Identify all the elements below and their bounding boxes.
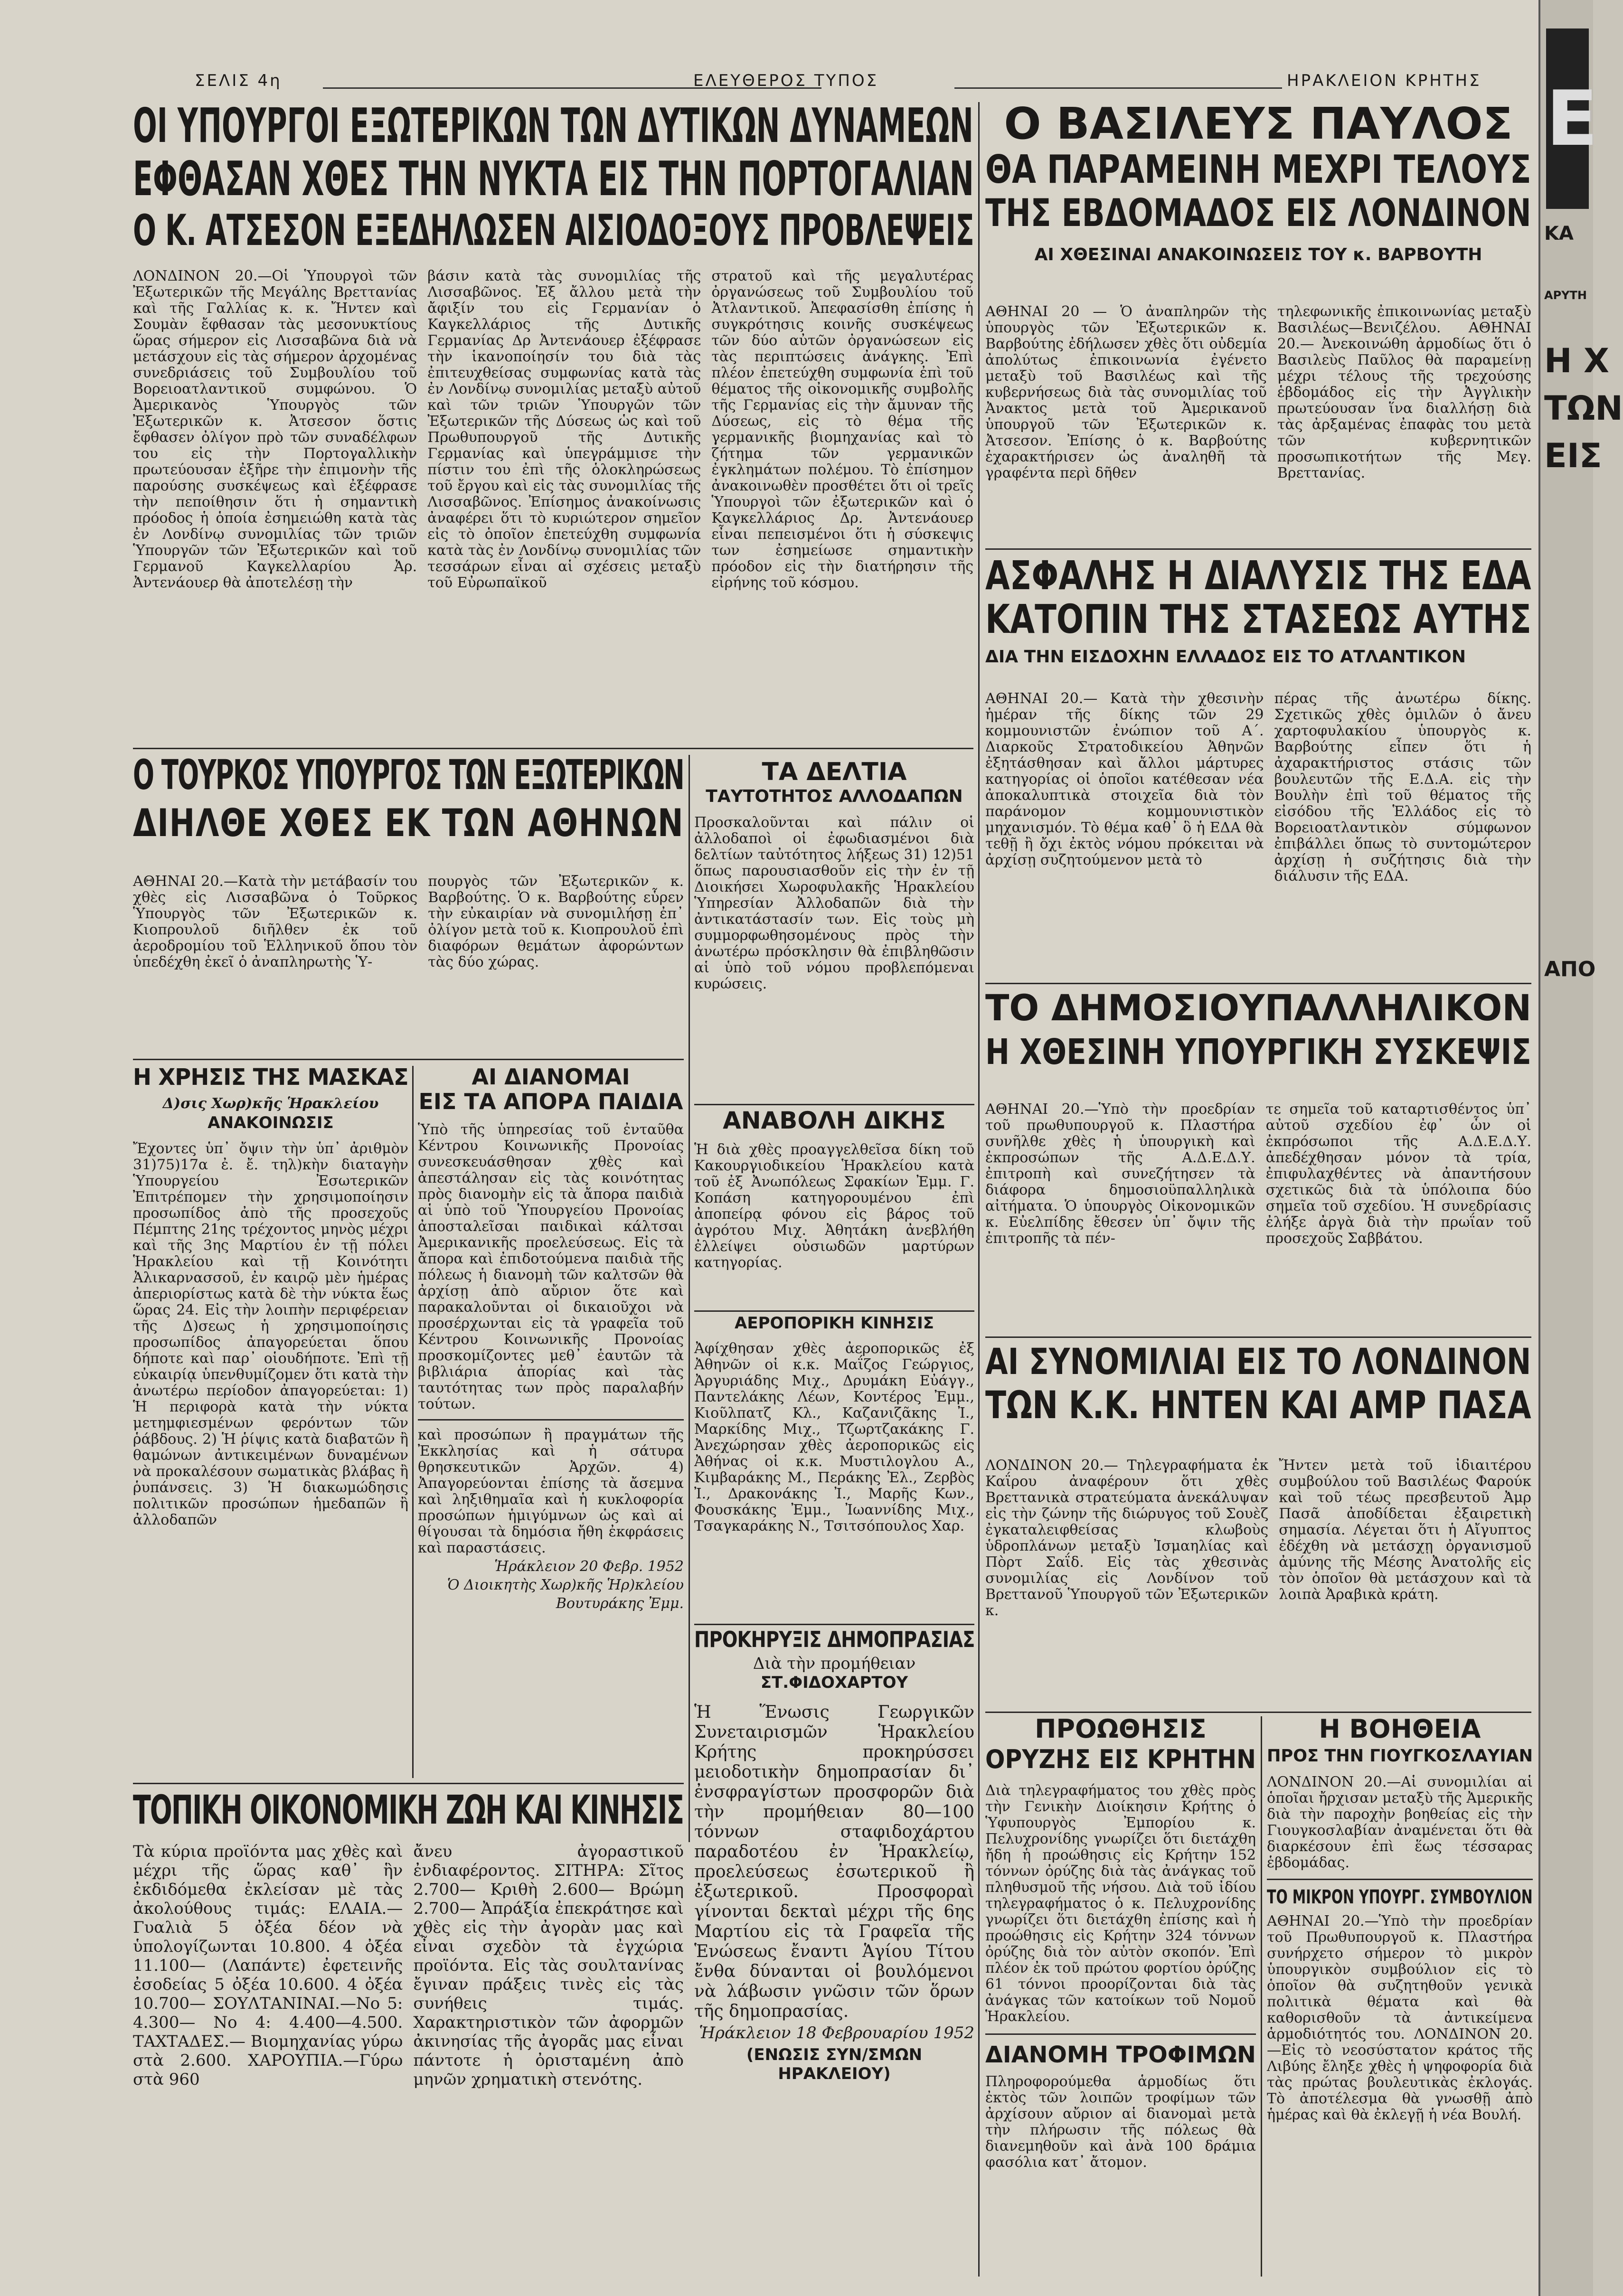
kids-date: Ἡράκλειον 20 Φεβρ. 1952 xyxy=(494,1558,684,1575)
rule-eden xyxy=(985,1712,1531,1713)
edge-text-2: ΑΡΥΤΗ xyxy=(1544,289,1587,302)
rule-vertical-aid xyxy=(1261,1716,1262,2277)
eda-article xyxy=(985,691,1531,976)
eda-headline-2: ΚΑΤΟΠΙΝ ΤΗΣ ΣΤΑΣΕΩΣ ΑΥΤΗΣ xyxy=(985,596,1531,642)
rule-king xyxy=(985,548,1531,550)
civil-headline-1: ΤΟ ΔΗΜΟΣΙΟΥΠΑΛΛΗΛΙΚΟΝ xyxy=(985,987,1532,1029)
king-article xyxy=(985,304,1531,541)
tender-body: Ἡ Ἕνωσις Γεωργικῶν Συνεταιρισμῶν Ἡρακλείου Κρήτης προκηρύσσει μειοδοτικὴν δημοπρασίαν δι᾽ ἐνσφραγίστων προσφορῶν διὰ τὴν προμήθειαν 80—100 τόννων σταφιδοχάρτου παραδοτέου ἐν Ἡρακλείῳ, προελεύσεως ἐσωτερικοῦ ἢ ἐξωτερικοῦ. Προσφοραὶ γίνονται δεκταὶ μέχρι τῆς 6ης Μαρτίου εἰς τὰ Γραφεῖα τῆς Ἑνώσεως ἔναντι Ἁγίου Τίτου ἔνθα δύνανται οἱ βουλόμενοι νὰ λάβωσιν γνῶσιν τῶν ὅρων τῆς δημοπρασίας. xyxy=(694,1703,974,2021)
food-body: Πληροφορούμεθα ἁρμοδίως ὅτι ἐκτὸς τῶν λοιπῶν τροφίμων τῶν ἀρχίσουν αὔριον αἱ διανομαὶ μετὰ τὴν πλήρωσιν τῆς πόλεως θὰ διανεμηθοῦν καὶ ἀνὰ 100 δράμια φασόλια κατ᾽ ἄτομον. xyxy=(985,2073,1256,2171)
rule-air xyxy=(694,1624,974,1625)
civil-article xyxy=(985,1101,1531,1329)
food-headline: ΔΙΑΝΟΜΗ ΤΡΟΦΙΜΩΝ xyxy=(985,2042,1256,2068)
rule-trial xyxy=(694,1310,974,1312)
air-body: Ἀφίχθησαν χθὲς ἀεροπορικῶς ἐξ Ἀθηνῶν οἱ κ.κ. Μαΐζος Γεώργιος, Ἀργυριάδης Μιχ., Δρυμάκη Εὐάγγ., Παντελάκης Λέων, Κοντέρος Ἐμμ., Κιοῦλπατζ Κλ., Καζανιζᾶκης Ἰ., Μαρκίδης Μιχ., Τζωρτζακάκης Γ. Ἀνεχώρησαν χθὲς ἀεροπορικῶς εἰς Ἀθήνας οἱ κ.κ. Μυστιλογλου Α., Κιμβαράκης Μ., Περάκης Ἐλ., Ζερβὸς Ἰ., Δρακονάκης Ἰ., Μαρῆς Κων., Φουσκάκης Ἐμμ., Ἰωαννίδης Μιχ., Τσαγκαράκης Ν., Τσιτσόπουλος Χαρ. xyxy=(694,1340,974,1534)
tender-headline-2: Διὰ τὴν προμήθειαν xyxy=(753,1654,916,1673)
eda-col-2: πέρας τῆς ἀνωτέρω δίκης. Σχετικῶς χθὲς ὁμιλῶν ὁ ἄνευ χαρτοφυλακίου ὑπουργὸς κ. Βαρβούτης εἶπεν ὅτι ἡ ἀχαρακτήριστος στάσις τῶν βουλευτῶν τῆς Ε.Δ.Α. εἰς τὴν Βουλὴν ἐπὶ τοῦ θέματος τῆς εἰσόδου τῆς Ἑλλάδος εἰς τὸ Βορειοατλαντικὸν σύμφωνον ἐπιβάλλει ὅπως τὸ συντομώτερον ἀρχίσῃ ἡ συζήτησις διὰ τὴν διάλυσιν τῆς ΕΔΑ. xyxy=(1274,690,1531,885)
trial-article xyxy=(694,1109,974,1308)
edge-text-4: ΤΩΝ xyxy=(1544,389,1623,428)
turk-headline-1: Ο ΤΟΥΡΚΟΣ ΥΠΟΥΡΓΟΣ ΤΩΝ ΕΞΩΤΕΡΙΚΩΝ xyxy=(133,752,684,799)
mask-headline-2: Δ)σις Χωρ)κῆς Ἡρακλείου xyxy=(162,1095,379,1112)
tender-signature-1: (ΕΝΩΣΙΣ ΣΥΝ/ΣΜΩΝ xyxy=(746,2045,923,2064)
kids-headline-2: ΕΙΣ ΤΑ ΑΠΟΡΑ ΠΑΙΔΙΑ xyxy=(418,1089,683,1114)
rule-council xyxy=(1267,1879,1533,1880)
turk-col-2: πουργὸς τῶν Ἐξωτερικῶν κ. Βαρβούτης. Ὁ κ. Βαρβούτης εὗρεν τὴν εὐκαιρίαν νὰ συνομιλήσῃ ἐπ᾽ ὀλίγον μετὰ τοῦ κ. Κιοπρουλοῦ ἐπὶ διαφόρων θεμάτων ἀφορώντων τὰς δύο χώρας. xyxy=(428,873,684,970)
mask-body: Ἔχοντες ὑπ᾽ ὄψιν τὴν ὑπ᾽ ἀριθμὸν 31)75)17α ἐ. ἔ. τηλ)κὴν διαταγὴν Ὑπουργείου Ἐσωτερικῶν Ἐπιτρέπομεν τὴν χρησιμοποίησιν προσωπίδος ἀπὸ τῆς προσεχοῦς Πέμπτης 21ης τρέχοντος μηνὸς μέχρι καὶ τῆς 3ης Μαρτίου ἐν τῇ πόλει Ἡρακλείου καὶ τῇ Κοινότητι Ἀλικαρνασσοῦ, ἐν καιρῷ μὲν ἡμέρας ἀπεριορίστως κατὰ δὲ τὴν νύκτα ἕως ὥρας 24. Εἰς τὴν λοιπὴν περιφέρειαν τῆς Δ)σεως ἡ χρησιμοποίησις προσωπίδος ἀπαγορεύεται ὅπου δήποτε καὶ παρ᾽ οἱουδήποτε. Ἐπὶ τῇ εὐκαιρίᾳ ὑπενθυμίζομεν ὅτι κατὰ τὴν ἀνωτέρω περίοδον ἀπαγορεύεται: 1) Ἡ περιφορὰ κατὰ τὴν νύκτα μετημφιεσμένων φερόντων τῶν ῥάβδους. 2) Ἡ ῥίψις κατὰ διαβατῶν ἢ θαμώνων ἀντικειμένων δυναμένων νὰ προκαλέσουν σωματικὰς βλάβας ἢ ῥυπάνσεις. 3) Ἡ διακωμώδησις πολιτικῶν προσώπων ἡμεδαπῶν ἢ ἀλλοδαπῶν xyxy=(133,1140,408,1528)
edge-masthead-letter: Ε xyxy=(1546,28,1589,209)
rule-ids xyxy=(694,1104,974,1105)
trial-body: Ἡ διὰ χθὲς προαγγελθεῖσα δίκη τοῦ Κακουργιοδικείου Ἡρακλείου κατὰ τοῦ ἐξ Ἀνωπόλεως Σφακίων Ἐμμ. Γ. Κοπάση κατηγορουμένου ἐπὶ ἀποπείρᾳ φόνου εἰς βάρος τοῦ ἀγρότου Μιχ. Ἀθητάκη ἀνεβλήθη ἐλλείψει οὐσιωδῶν μαρτύρων κατηγορίας. xyxy=(694,1141,974,1271)
king-col-1: ΑΘΗΝΑΙ 20 — Ὁ ἀναπληρῶν τὴς ὑπουργὸς τῶν Ἐξωτερικῶν κ. Βαρβούτης ἐδήλωσεν χθὲς ὅτι οὐδεμία ἀπολύτως ἐπικοινωνία ἐγένετο μεταξὺ τοῦ Βασιλέως καὶ τῆς κυβερνήσεως διὰ τὰς συνομιλίας τοῦ Ἀνακτος μετὰ τοῦ Ἀμερικανοῦ ὑπουργοῦ τῶν Ἐξωτερικῶν κ. Ἀτσεσον. Ἐπίσης ὁ κ. Βαρβούτης ἐχαρακτήρισεν ὡς ἀναληθῆ τὰ γραφέντα περὶ δῆθεν xyxy=(985,303,1267,481)
ids-article xyxy=(694,760,974,1101)
kids-article xyxy=(418,1066,684,1778)
trial-headline: ΑΝΑΒΟΛΗ ΔΙΚΗΣ xyxy=(723,1107,946,1134)
kids-signature: Ὁ Διοικητὴς Χωρ)κῆς Ἡρ)κλείου xyxy=(447,1577,684,1593)
eden-headline-1: ΑΙ ΣΥΝΟΜΙΛΙΑΙ ΕΙΣ ΤΟ ΛΟΝΔΙΝΟΝ xyxy=(985,1340,1531,1383)
eda-col-1: ΑΘΗΝΑΙ 20.— Κατὰ τὴν χθεσινὴν ἡμέραν τῆς δίκης τῶν 29 κομμουνιστῶν ἐνώπιον τοῦ Α΄. Διαρκοῦς Στρατοδικείου Ἀθηνῶν ἐξητάσθησαν καὶ ἄλλοι μάρτυρες κατηγορίας οἱ ὁποῖοι κατέθεσαν νέα ἀποκαλυπτικὰ στοιχεῖα διὰ τὸν παράνομον κομμουνιστικὸν μηχανισμόν. Τὸ θέμα καθ᾽ ὃ ἡ ΕΔΑ θὰ τεθῇ ἢ ὄχι ἐκτὸς νόμου πρόκειται νὰ ἀρχίσῃ συζητούμενον μετὰ τὸ xyxy=(985,690,1264,868)
eden-col-1: ΛΟΝΔΙΝΟΝ 20.— Τηλεγραφήματα ἐκ Καΐρου ἀναφέρουν ὅτι χθὲς Βρεττανικὰ στρατεύματα ἀνεκάλυψαν εἰς τὴν ζώνην τῆς διώρυγος τοῦ Σουὲζ ἐγκαταλειφθείσας κλωβοὺς ὑδροπλάνων μεταξὺ Ἰσμαηλίας καὶ Πὸρτ Σαΐδ. Εἰς τὰς χθεσινὰς συνομιλίας εἰς Λονδίνον τοῦ Βρεττανοῦ Ὑπουργοῦ τῶν Ἐξωτερικῶν κ. xyxy=(985,1457,1269,1619)
lead-headline-1: ΟΙ ΥΠΟΥΡΓΟΙ ΕΞΩΤΕΡΙΚΩΝ ΤΩΝ ΔΥΤΙΚΩΝ ΔΥΝΑΜΕΩΝ xyxy=(133,98,973,153)
eden-headline-2: ΤΩΝ Κ.Κ. ΗΝΤΕΝ ΚΑΙ ΑΜΡ ΠΑΣΑ xyxy=(985,1383,1531,1427)
rule-civil xyxy=(985,1336,1531,1338)
lead-headline-2: ΕΦΘΑΣΑΝ ΧΘΕΣ ΤΗΝ ΝΥΚΤΑ ΕΙΣ ΤΗΝ ΠΟΡΤΟΓΑΛΙΑΝ xyxy=(133,151,974,207)
economy-col-2: ἄνευ ἀγοραστικοῦ ἐνδιαφέροντος. ΣΙΤΗΡΑ: Σῖτος 2.700— Κριθὴ 2.600— Βρώμη 2.700— Ἀπράξία ἐπεκράτησε καὶ χθὲς εἰς τὴν ἀγορὰν μας καὶ εἶναι σχεδὸν τὰ ἐγχώρια προϊόντα. Εἰς τὰς σουλτανίνας ἔγιναν πράξεις τινὲς εἰς τὰς συνήθεις τιμάς. Χαρακτηριστικὸν τῶν ἀφορμῶν ἀκινησίας τῆς ἀγορᾶς μας εἶναι πάντοτε ἡ ὀρισταμένη ἀπὸ μηνῶν χρηματικὴ στενότης. xyxy=(413,1842,684,2089)
lead-col-1: ΛΟΝΔΙΝΟΝ 20.—Οἱ Ὑπουργοὶ τῶν Ἐξωτερικῶν τῆς Μεγάλης Βρεττανίας καὶ τῆς Γαλλίας κ. κ. Ἤντεν καὶ Σουμὰν ἔφθασαν τὰς μεσονυκτίους ὥρας σήμερον εἰς Λισσαβῶνα διὰ νὰ μετάσχουν εἰς τὰς σήμερον ἀρχομένας συνεδριάσεις τοῦ Συμβουλίου τοῦ Βορειοατλαντικοῦ συμφώνου. Ὁ Ἀμερικανὸς Ὑπουργὸς τῶν Ἐξωτερικῶν κ. Ἀτσεσον ὅστις ἔφθασεν ὀλίγον πρὸ τῶν συναδέλφων του εἰς τὴν Πορτογαλλικὴν πρωτεύουσαν ἐξῆρε τὴν ἐπιμονὴν τῆς παρούσης συσκέψεως καὶ ἐξέφρασε τὴν πεποίθησιν ὅτι ἡ σημαντικὴ πρόοδος ἡ ὁποία ἐσημειώθη κατὰ τὰς ἐν Λονδίνῳ συνομιλίας τῶν τριῶν Ὑπουργῶν τῶν Ἐξωτερικῶν καὶ τοῦ Γερμανοῦ Καγκελλαρίου Ἀρ. Ἀντενάουερ θὰ ἀποτελέσῃ τὴν xyxy=(133,268,417,591)
ids-headline-1: ΤΑ ΔΕΛΤΙΑ xyxy=(762,758,907,786)
council-headline: ΤΟ ΜΙΚΡΟΝ ΥΠΟΥΡΓ. ΣΥΜΒΟΥΛΙΟΝ xyxy=(1267,1886,1533,1908)
kids-body: Ὑπὸ τῆς ὑπηρεσίας τοῦ ἐνταῦθα Κέντρου Κοινωνικῆς Προνοίας συνεσκευάσθησαν χθὲς καὶ ἀπεστάλησαν εἰς τὰς κοινότητας πρὸς διανομὴν εἰς τὰ ἄπορα παιδιὰ αἱ ὑπὸ τοῦ Ὑπουργείου Προνοίας ἀποσταλεῖσαι παιδικαὶ κάλτσαι Ἀμερικανικῆς προελεύσεως. Εἰς τὰ ἄπορα καὶ ἐπιδοτούμενα παιδιὰ τῆς πόλεως ἡ διανομὴ τῶν καλτσῶν θὰ ἀρχίσῃ ἀπὸ αὔριον ὅτε καὶ παρακαλοῦνται οἱ δικαιοῦχοι νὰ προσέρχωνται εἰς τὰ γραφεῖα τοῦ Κέντρου Κοινωνικῆς Προνοίας προσκομίζοντες μεθ᾽ ἑαυτῶν τὰ βιβλιάρια ἀπορίας καὶ τὰς ταυτότητας των πρὸς παραλαβήν τούτων. xyxy=(418,1121,684,1412)
rule-eda xyxy=(985,983,1531,984)
eda-subheadline: ΔΙΑ ΤΗΝ ΕΙΣΔΟΧΗΝ ΕΛΛΑΔΟΣ ΕΙΣ ΤΟ ΑΤΛΑΝΤΙΚΟΝ xyxy=(985,647,1466,667)
turk-headline-block xyxy=(133,752,684,864)
aid-headline-1: Η ΒΟΗΘΕΙΑ xyxy=(1319,1714,1481,1744)
lead-article xyxy=(133,268,973,743)
rice-headline-1: ΠΡΟΩΘΗΣΙΣ xyxy=(1035,1714,1207,1744)
eda-headline-block xyxy=(985,552,1531,684)
economy-article xyxy=(133,1787,684,2279)
rule-lead xyxy=(133,748,973,749)
tender-article xyxy=(694,1628,974,2279)
turk-headline-2: ΔΙΗΛΘΕ ΧΘΕΣ ΕΚ ΤΩΝ ΑΘΗΝΩΝ xyxy=(133,801,684,845)
rice-body: Διὰ τηλεγραφήματος του χθὲς πρὸς τὴν Γενικὴν Διοίκησιν Κρήτης ὁ Ὑφυπουργὸς Ἐμπορίου κ. Πελυχρονίδης γνωρίζει ὅτι διετάχθη ἤδη ἡ προώθησις εἰς Κρήτην 152 τόννων ὀρύζης διὰ τὰς ἀνάγκας τοῦ πληθυσμοῦ τῆς νήσου. Διὰ τοῦ ἰδίου τηλεγραφήματος ὁ κ. Πελυχρονίδης γνωρίζει ὅτι διετάχθη ἐπίσης καὶ ἡ προώθησις εἰς Κρήτην 324 τόννων ὀρύζης διὰ τὸν αὐτὸν σκοπόν. Ἐπὶ πλέον ἐκ τοῦ πρώτου φορτίου ὀρύζης 61 τόννοι προορίζονται διὰ τὰς ἀνάγκας τῶν κατοίκων τοῦ Νομοῦ Ἡρακλείου. xyxy=(985,1782,1256,2025)
rule-kids xyxy=(418,1419,684,1421)
rule-turk xyxy=(133,1059,684,1060)
rice-headline-2: ΟΡΥΖΗΣ ΕΙΣ ΚΡΗΤΗΝ xyxy=(985,1744,1256,1774)
air-article xyxy=(694,1315,974,1619)
lead-col-2: βάσιν κατὰ τὰς συνομιλίας τῆς Λισσαβῶνος. Ἐξ ἄλλου μετὰ τὴν ἄφιξίν του εἰς Γερμανίαν ὁ Καγκελλάριος τῆς Δυτικῆς Γερμανίας Δρ Ἀντενάουερ ἐξέφρασε τὴν ἱκανοποίησίν του διὰ τὰς ἐπιτευχθείσας συμφωνίας κατὰ τὰς ἐν Λονδίνῳ συνομιλίας μεταξὺ αὐτοῦ καὶ τῶν τριῶν Ὑπουργῶν τῶν Ἐξωτερικῶν τῆς Δύσεως ὡς καὶ τοῦ Πρωθυπουργοῦ τῆς Δυτικῆς Γερμανίας καὶ ὑπεγράμμισε τὴν πίστιν του ἐπὶ τῆς ὁλοκληρώσεως τοῦ ἔργου καὶ εἰς τὰς συνομιλίας τῆς Λισσαβῶνος. Ἐπίσημος ἀνακοίνωσις ἀναφέρει ὅτι τὸ κυριώτερον σημεῖον εἰς τὸ ὁποῖον ἐπετεύχθη συμφωνία κατὰ τὰς ἐν Λονδίνῳ συνομιλίας τῶν τεσσάρων εἶναι αἱ σχέσεις μεταξὺ τοῦ Εὐρωπαϊκοῦ xyxy=(427,268,701,591)
civil-headline-block xyxy=(985,987,1532,1099)
kids-headline-1: ΑΙ ΔΙΑΝΟΜΑΙ xyxy=(472,1064,630,1090)
aid-headline-2: ΠΡΟΣ ΤΗΝ ΓΙΟΥΓΚΟΣΛΑΥΙΑΝ xyxy=(1267,1746,1533,1766)
aid-body: ΛΟΝΔΙΝΟΝ 20.—Αἱ συνομιλίαι αἱ ὁποῖαι ἤρχισαν μεταξὺ τῆς Ἀμερικῆς διὰ τὴν παροχὴν βοηθείας εἰς τὴν Γιουγκοσλαβίαν ἀναμένεται ὅτι θὰ διαρκέσουν ἐπὶ ἕως τέσσαρας ἑβδομάδας. xyxy=(1267,1774,1533,1871)
civil-col-2: τε σημεῖα τοῦ καταρτισθέντος ὑπ᾽ αὐτοῦ σχεδίου ἐφ᾽ ὧν οἱ ἐκπρόσωποι τῆς Α.Δ.Ε.Δ.Υ. ἀπεδέχθησαν μόνον τὰ τρία, ἐπιφυλαχθέντες νὰ ἀπαντήσουν σχετικῶς διὰ τὰ ὑπόλοιπα δύο σημεῖα τοῦ σχεδίου. Ἡ συνεδρίασις ἐλήξε ἀργὰ διὰ τὴν πρωΐαν τοῦ προσεχοῦς Σαββάτου. xyxy=(1265,1101,1531,1247)
rice-article xyxy=(985,1716,1256,2277)
ids-headline-2: ΤΑΥΤΟΤΗΤΟΣ ΑΛΛΟΔΑΠΩΝ xyxy=(706,787,963,806)
lead-col-3: στρατοῦ καὶ τῆς μεγαλυτέρας ὀργανώσεως τοῦ Συμβουλίου τοῦ Ἀτλαντικοῦ. Ἀπεφασίσθη ἐπίσης ἡ συγκρότησις κοινῆς συσκέψεως τῶν δύο αὐτῶν ὀργανώσεων εἰς τὰς περιπτώσεις ἀνάγκης. Ἐπὶ πλέον ἐπετεύχθη συμφωνία ἐπὶ τοῦ θέματος τῆς οἰκονομικῆς συμβολῆς τῆς Γερμανίας εἰς τὴν ἄμυναν τῆς Δύσεως, εἰς τὸ θέμα τῆς γερμανικῆς βιομηχανίας καὶ τὸ ζήτημα τῶν γερμανικῶν ἐγκλημάτων πολέμου. Τὸ ἐπίσημον ἀνακοινωθὲν προσθέτει ὅτι οἱ τρεῖς Ὑπουργοὶ τῶν ἐξωτερικῶν καὶ ὁ Καγκελλάριος Δρ. Ἀντενάουερ εἶναι πεπεισμένοι ὅτι ἡ σύσκεψις των ἐσημείωσε σημαντικὴν πρόοδον εἰς τὴν διατήρησιν τῆς εἰρήνης τοῦ κόσμου. xyxy=(711,268,973,591)
newspaper-name: ΕΛΕΥΘΕΡΟΣ ΤΥΠΟΣ xyxy=(693,71,879,90)
tender-headline-1: ΠΡΟΚΗΡΥΞΙΣ ΔΗΜΟΠΡΑΣΙΑΣ xyxy=(694,1627,975,1652)
air-headline: ΑΕΡΟΠΟΡΙΚΗ ΚΙΝΗΣΙΣ xyxy=(735,1314,934,1333)
civil-col-1: ΑΘΗΝΑΙ 20.—Ὑπὸ τὴν προεδρίαν τοῦ πρωθυπουργοῦ κ. Πλαστήρα συνῆλθε χθὲς ἡ ὑπουργικὴ καὶ ἐκπροσώπων τῆς Α.Δ.Ε.Δ.Υ. ἐπιτροπὴ καὶ συνεζήτησεν τὰ διάφορα δημοσιοϋπαλληλικὰ αἰτήματα. Ὁ ὑπουργὸς Οἰκονομικῶν κ. Εὐελπίδης ἔθεσεν ὑπ᾽ ὄψιν τῆς ἐπιτροπῆς τὰ πέν- xyxy=(985,1101,1255,1247)
edge-text-3: Η Χ xyxy=(1544,341,1609,380)
council-body: ΑΘΗΝΑΙ 20.—Ὑπὸ τὴν προεδρίαν τοῦ Πρωθυπουργοῦ κ. Πλαστήρα συνήρχετο σήμερον τὸ μικρὸν ὑπουργικὸν συμβούλιον εἰς τὸ ὁποῖον θὰ συζητηθοῦν γενικὰ πολιτικὰ θέματα καὶ θὰ καθορισθοῦν τὰ ἀντικείμενα ἁρμοδιότητός του. ΛΟΝΔΙΝΟΝ 20.—Εἰς τὸ νεοσύστατον κράτος τῆς Λιβύης ἔληξε χθὲς ἡ ψηφοφορία διὰ τὰς πρώτας βουλευτικὰς ἐκλογάς. Τὸ ἀποτέλεσμα θὰ γνωσθῇ ἀπὸ ἡμέρας καὶ θὰ ἐκλεγῇ ἡ νέα Βουλή. xyxy=(1267,1913,1533,2123)
ids-body: Προσκαλοῦνται καὶ πάλιν οἱ ἀλλοδαποὶ οἱ ἐφωδιασμένοι διὰ δελτίων ταὐτότητος λήξεως 31) 12)51 ὅπως παρουσιασθοῦν εἰς τὴν ἐν τῇ Διοικήσει Χωροφυλακῆς Ἡρακλείου Ὑπηρεσίαν Ἀλλοδαπῶν διὰ τὴν ἀντικατάστασίν των. Εἰς τοὺς μὴ συμμορφωθησομένους πρὸς τὴν ἀνωτέρω πρόσκλησιν θὰ ἐπιβληθῶσιν αἱ ὑπὸ τοῦ νόμου προβλεπόμεναι κυρώσεις. xyxy=(694,814,974,992)
king-headline-block xyxy=(985,98,1531,297)
rule-vertical-middle xyxy=(689,755,690,1842)
rule-vertical-mask xyxy=(412,1066,414,1778)
turk-col-1: ΑΘΗΝΑΙ 20.—Κατὰ τὴν μετάβασίν του χθὲς εἰς Λισσαβῶνα ὁ Τοῦρκος Ὑπουργὸς τῶν Ἐξωτερικῶν κ. Κιοπρουλοῦ διῆλθεν ἐκ τοῦ ἀεροδρομίου τοῦ Ἑλληνικοῦ ὅπου τὸν ὑπεδέχθη ἐκεῖ ὁ ἀναπληρωτὴς Ὑ- xyxy=(133,873,418,970)
city-name: ΗΡΑΚΛΕΙΟΝ ΚΡΗΤΗΣ xyxy=(1282,71,1481,90)
eda-headline-1: ΑΣΦΑΛΗΣ Η ΔΙΑΛΥΣΙΣ ΤΗΣ ΕΔΑ xyxy=(985,552,1531,599)
king-headline-3: ΤΗΣ ΕΒΔΟΜΑΔΟΣ ΕΙΣ ΛΟΝΔΙΝΟΝ xyxy=(985,191,1531,235)
economy-col-1: Τὰ κύρια προϊόντα μας χθὲς καὶ μέχρι τῆς ὥρας καθ᾽ ἣν ἐκδιδόμεθα ἐκλείσαν μὲ τὰς ἀκολούθους τιμάς: ΕΛΑΙΑ.—Γυαλιὰ 5 ὀξέα δέον νὰ ὑπολογίζωνται 10.800. 4 ὀξέα 11.100— (Λαπάντε) ἐφετεινῆς ἐσοδείας 5 ὀξέα 10.600. 4 ὀξέα 10.700— ΣΟΥΛΤΑΝΙΝΑΙ.—Νο 5: 4.300— Νο 4: 4.400—4.500. ΤΑΧΤΑΔΕΣ.— Βιομηχανίας γύρω στὰ 2.600. ΧΑΡΟΥΠΙΑ.—Γύρω στὰ 960 xyxy=(133,1842,403,2089)
aid-article xyxy=(1267,1716,1533,2277)
lead-headline-3: Ο Κ. ΑΤΣΕΣΟΝ ΕΞΕΔΗΛΩΣΕΝ ΑΙΣΙΟΔΟΞΟΥΣ ΠΡΟΒΛΕΨΕΙΣ xyxy=(133,206,974,255)
tender-date: Ἡράκλειον 18 Φεβρουαρίου 1952 xyxy=(699,2023,974,2042)
eden-article xyxy=(985,1458,1531,1704)
eden-col-2: Ἤντεν μετὰ τοῦ ἰδιαιτέρου συμβούλου τοῦ Βασιλέως Φαρούκ καὶ τοῦ τέως πρεσβευτοῦ Ἀμρ Πασᾶ ἀποδίδεται ἐξαιρετικὴ σημασία. Λέγεται ὅτι ἡ Αἴγυπτος ἐδέχθη νὰ μετάσχῃ ὀργανισμοῦ ἀμύνης τῆς Μέσης Ἀνατολῆς εἰς τὸν ὁποῖον θὰ μετάσχουν καὶ τὰ λοιπὰ Ἀραβικὰ κράτη. xyxy=(1279,1457,1531,1603)
tender-signature-2: ΗΡΑΚΛΕΙΟΥ) xyxy=(778,2064,891,2083)
mask-article xyxy=(133,1066,408,1778)
king-headline-2: ΘΑ ΠΑΡΑΜΕΙΝΗ ΜΕΧΡΙ ΤΕΛΟΥΣ xyxy=(985,147,1531,192)
rule-economy xyxy=(133,1783,684,1784)
king-subheadline: ΑΙ ΧΘΕΣΙΝΑΙ ΑΝΑΚΟΙΝΩΣΕΙΣ ΤΟΥ κ. ΒΑΡΒΟΥΤΗ xyxy=(1034,245,1482,264)
king-col-2: τηλεφωνικῆς ἐπικοινωνίας μεταξὺ Βασιλέως—Βενιζέλου. ΑΘΗΝΑΙ 20.— Ἀνεκοινώθη ἀρμοδίως ὅτι ὁ Βασιλεὺς Παῦλος θὰ παραμείνῃ μέχρι τέλους τῆς τρεχούσης ἑβδομάδος εἰς τὴν Ἀγγλικὴν πρωτεύουσαν ἵνα διαλλήσῃ διὰ τὰς ἀρξαμένας ἐπαφὰς του μετὰ τῶν κυβερνητικῶν προσωπικοτήτων τῆς Μεγ. Βρεττανίας. xyxy=(1277,303,1531,481)
economy-headline: ΤΟΠΙΚΗ ΟΙΚΟΝΟΜΙΚΗ ΖΩΗ ΚΑΙ ΚΙΝΗΣΙΣ xyxy=(133,1787,684,1833)
kids-name: Βουτυράκης Ἐμμ. xyxy=(556,1595,684,1612)
mask-headline-1: Η ΧΡΗΣΙΣ ΤΗΣ ΜΑΣΚΑΣ xyxy=(133,1064,408,1091)
tender-headline-3: ΣΤ.ΦΙΔΟΧΑΡΤΟΥ xyxy=(760,1673,908,1692)
mask-headline-3: ΑΝΑΚΟΙΝΩΣΙΣ xyxy=(208,1113,334,1132)
running-header xyxy=(142,71,1496,100)
edge-text-5: ΕΙΣ xyxy=(1544,436,1602,475)
civil-headline-2: Η ΧΘΕΣΙΝΗ ΥΠΟΥΡΓΙΚΗ ΣΥΣΚΕΨΙΣ xyxy=(985,1032,1531,1073)
page-number: ΣΕΛΙΣ 4η xyxy=(195,71,282,90)
rule-vertical-right xyxy=(978,102,980,2277)
kids-body-2: καὶ προσώπων ἢ πραγμάτων τῆς Ἐκκλησίας καὶ ἡ σάτυρα θρησκευτικῶν Ἀρχῶν. 4) Ἀπαγορεύονται ἐπίσης τὰ ἄσεμνα καὶ ληξιθημαῖα καὶ ἡ κυκλοφορία προσώπων ἡμιγύμνων ὡς καὶ αἱ θίγουσαι τὰ δημόσια ἤθη ἐκφράσεις καὶ παραστάσεις. xyxy=(418,1427,684,1556)
king-headline-1: Ο ΒΑΣΙΛΕΥΣ ΠΑΥΛΟΣ xyxy=(1004,98,1513,149)
lead-headline-block xyxy=(133,98,974,263)
edge-text-6: ΑΠΟ xyxy=(1544,957,1596,981)
rule-food xyxy=(985,2033,1256,2035)
eden-headline-block xyxy=(985,1340,1531,1453)
edge-text-1: ΚΑ xyxy=(1544,223,1574,245)
adjacent-page-edge xyxy=(1538,0,1623,2296)
turk-article xyxy=(133,874,684,1054)
